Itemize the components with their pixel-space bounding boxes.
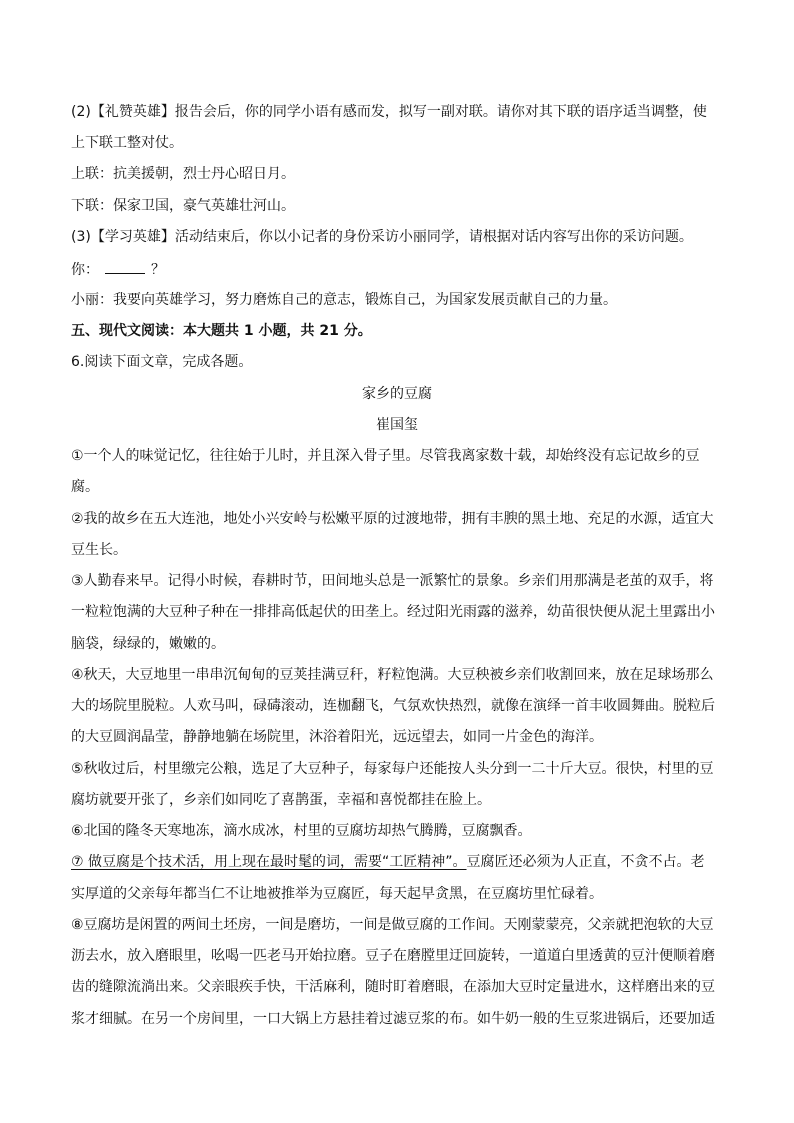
paragraph-line: ②我的故乡在五大连池，地处小兴安岭与松嫩平原的过渡地带，拥有丰腴的黑土地、充足的水源，适宜大 bbox=[71, 511, 714, 527]
paragraph-line: 一粒粒饱满的大豆种子种在一排排高低起伏的田垄上。经过阳光雨露的滋养，幼苗很快便从泥土里露出小 bbox=[71, 604, 715, 620]
q3-li-reply: 小丽：我要向英雄学习，努力磨炼自己的意志，锻炼自己，为国家发展贡献自己的力量。 bbox=[71, 292, 617, 308]
q2-line-1: (2)【礼赞英雄】报告会后，你的同学小语有感而发，拟写一副对联。请你对其下联的语序适当调整，使 bbox=[71, 104, 707, 120]
article-author: 崔国玺 bbox=[376, 417, 418, 433]
paragraph-line: ⑥北国的隆冬天寒地冻，滴水成冰，村里的豆腐坊却热气腾腾，豆腐飘香。 bbox=[71, 823, 532, 839]
paragraph-line: 的大豆圆润晶莹，静静地躺在场院里，沐浴着阳光，远远望去，如同一片金色的海洋。 bbox=[71, 729, 603, 745]
article-title: 家乡的豆腐 bbox=[362, 386, 432, 402]
answer-blank[interactable] bbox=[105, 259, 145, 274]
paragraph-line: 腐坊就要开张了，乡亲们如同吃了喜鹊蛋，幸福和喜悦都挂在脸上。 bbox=[71, 792, 491, 808]
q3-you-label: 你： bbox=[71, 262, 99, 278]
q3-question-mark: ？ bbox=[151, 262, 165, 278]
paragraph-line: 脑袋，绿绿的，嫩嫩的。 bbox=[71, 636, 225, 652]
paragraph-7-rest: 豆腐匠还必须为人正直，不贪不占。老 bbox=[466, 854, 705, 870]
q2-line-2: 上下联工整对仗。 bbox=[71, 135, 183, 151]
paragraph-line: 大的场院里脱粒。人欢马叫，碌碡滚动，连枷翻飞，气氛欢快热烈，就像在演绎一首丰收圆舞曲。脱粒后 bbox=[71, 698, 715, 714]
q3-line-1: (3)【学习英雄】活动结束后，你以小记者的身份采访小丽同学，请根据对话内容写出你的采访问题。 bbox=[71, 229, 693, 245]
paragraph-line: ④秋天，大豆地里一串串沉甸甸的豆荚挂满豆秆，籽粒饱满。大豆秧被乡亲们收割回来，放在足球场那么 bbox=[71, 667, 714, 683]
paragraph-line: ⑤秋收过后，村里缴完公粮，选足了大豆种子，每家每户还能按人头分到一二十斤大豆。很快，村里的豆 bbox=[71, 761, 714, 777]
paragraph-7-line-1 bbox=[71, 852, 731, 872]
paragraph-line: ③人勤春来早。记得小时候，春耕时节，田间地头总是一派繁忙的景象。乡亲们用那满是老茧的双手，将 bbox=[71, 573, 714, 589]
q2-upper-couplet: 上联：抗美援朝，烈士丹心昭日月。 bbox=[71, 166, 295, 182]
paragraph-line: 浆才细腻。在另一个房间里，一口大锅上方悬挂着过滤豆浆的布。如牛奶一般的生豆浆进锅后，还要加适 bbox=[71, 1011, 715, 1027]
paragraph-line: ①一个人的味觉记忆，往往始于儿时，并且深入骨子里。尽管我离家数十载，却始终没有忘记故乡的豆 bbox=[71, 448, 700, 464]
paragraph-line: 沥去水，放入磨眼里，吆喝一匹老马开始拉磨。豆子在磨膛里迂回旋转，一道道白里透黄的豆汁便顺着磨 bbox=[71, 948, 715, 964]
paragraph-line: 腐。 bbox=[71, 479, 99, 495]
underlined-sentence: ⑦ 做豆腐是个技术活，用上现在最时髦的词，需要“工匠精神”。 bbox=[71, 854, 467, 870]
paragraph-7-line-2: 实厚道的父亲每年都当仁不让地被推举为豆腐匠，每天起早贪黑，在豆腐坊里忙碌着。 bbox=[71, 886, 603, 902]
question-6: 6.阅读下面文章，完成各题。 bbox=[71, 354, 253, 370]
paragraph-line: 豆生长。 bbox=[71, 542, 127, 558]
paragraph-line: 齿的缝隙流淌出来。父亲眼疾手快，干活麻利，随时盯着磨眼，在添加大豆时定量进水，这样磨出来的豆 bbox=[71, 979, 715, 995]
section-5-header: 五、现代文阅读：本大题共 1 小题，共 21 分。 bbox=[71, 323, 372, 339]
paragraph-line: ⑧豆腐坊是闲置的两间土坯房，一间是磨坊，一间是做豆腐的工作间。天刚蒙蒙亮，父亲就把泡软的大豆 bbox=[71, 917, 714, 933]
q3-you-line bbox=[71, 259, 731, 280]
q2-lower-couplet: 下联：保家卫国，豪气英雄壮河山。 bbox=[71, 198, 295, 214]
